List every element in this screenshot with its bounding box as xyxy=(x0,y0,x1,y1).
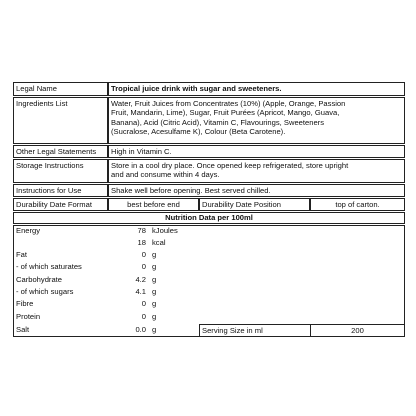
serving-size-value-cell xyxy=(310,324,405,337)
nutrient-row xyxy=(16,262,196,274)
storage-value-cell xyxy=(108,159,405,183)
nutrient-value: 0 xyxy=(141,262,146,271)
nutrient-unit: g xyxy=(152,299,157,308)
nutrition-title: Nutrition Data per 100ml xyxy=(165,213,253,222)
serving-size-label: Serving Size in ml xyxy=(202,326,263,335)
nutrient-value: 18 xyxy=(137,238,146,247)
nutrient-name: Protein xyxy=(16,312,41,321)
durability-format-label: Durability Date Format xyxy=(16,200,92,209)
legal-name-value: Tropical juice drink with sugar and sweeteners. xyxy=(111,84,282,93)
nutrient-value: 0 xyxy=(141,250,146,259)
ingredients-label-cell xyxy=(13,97,108,144)
legal-name-label-cell xyxy=(13,82,108,96)
product-spec-sheet xyxy=(13,82,405,337)
storage-line: Store in a cool dry place. Once opened keep refrigerated, store upright xyxy=(111,161,349,170)
ingredients-line: Fruit, Mandarin, Lime), Sugar, Fruit Purées (Apricot, Mango, Guava, xyxy=(111,108,340,118)
ingredients-label: Ingredients List xyxy=(16,99,68,108)
instructions-value-cell xyxy=(108,184,405,197)
nutrient-unit: g xyxy=(152,287,157,296)
nutrient-name: Salt xyxy=(16,325,30,334)
serving-size-label-cell xyxy=(199,324,311,337)
nutrient-unit: g xyxy=(152,262,157,271)
nutrient-row xyxy=(16,226,196,238)
serving-size-value: 200 xyxy=(351,326,364,335)
nutrient-unit: g xyxy=(152,325,157,334)
nutrient-value: 4.1 xyxy=(135,287,146,296)
legal-name-value-cell xyxy=(108,82,405,96)
durability-format-label-cell xyxy=(13,198,108,211)
ingredients-line: (Sucralose, Acesulfame K), Colour (Beta Carotene). xyxy=(111,126,286,136)
durability-position-value-cell xyxy=(310,198,405,211)
instructions-label: Instructions for Use xyxy=(16,186,82,195)
nutrient-row xyxy=(16,250,196,262)
durability-format-value: best before end xyxy=(127,200,180,209)
ingredients-line: Banana), Acid (Citric Acid), Vitamin C, Flavourings, Sweeteners xyxy=(111,117,324,127)
durability-position-value: top of carton. xyxy=(335,200,380,209)
nutrient-unit: g xyxy=(152,312,157,321)
ingredients-line: Water, Fruit Juices from Concentrates (10%) (Apple, Orange, Passion xyxy=(111,99,346,108)
nutrient-name: - of which saturates xyxy=(16,262,82,271)
nutrient-unit: g xyxy=(152,275,157,284)
other-legal-label-cell xyxy=(13,145,108,158)
instructions-value: Shake well before opening. Best served chilled. xyxy=(111,186,271,195)
nutrient-value: 0 xyxy=(141,312,146,321)
nutrient-row xyxy=(16,238,196,250)
nutrient-name: - of which sugars xyxy=(16,287,74,296)
nutrient-value: 0.0 xyxy=(135,325,146,334)
storage-label: Storage Instructions xyxy=(16,161,84,170)
nutrient-name: Fibre xyxy=(16,299,34,308)
nutrient-row xyxy=(16,299,196,311)
nutrition-table xyxy=(13,225,405,337)
nutrient-unit: g xyxy=(152,250,157,259)
nutrition-title-cell xyxy=(13,212,405,224)
durability-position-label: Durability Date Position xyxy=(202,200,281,209)
other-legal-value: High in Vitamin C. xyxy=(111,147,172,156)
nutrient-value: 0 xyxy=(141,299,146,308)
other-legal-value-cell xyxy=(108,145,405,158)
nutrient-row xyxy=(16,275,196,287)
nutrient-row xyxy=(16,312,196,324)
instructions-label-cell xyxy=(13,184,108,197)
durability-position-label-cell xyxy=(199,198,310,211)
nutrient-name: Fat xyxy=(16,250,27,259)
storage-line: and and consume within 4 days. xyxy=(111,170,220,180)
legal-name-label: Legal Name xyxy=(16,84,57,93)
nutrient-value: 4.2 xyxy=(135,275,146,284)
nutrient-unit: kcal xyxy=(152,238,166,247)
nutrient-name: Energy xyxy=(16,226,41,235)
nutrient-value: 78 xyxy=(137,226,146,235)
nutrient-row xyxy=(16,287,196,299)
nutrient-name: Carbohydrate xyxy=(16,275,63,284)
other-legal-label: Other Legal Statements xyxy=(16,147,97,156)
durability-format-value-cell xyxy=(108,198,199,211)
ingredients-value-cell xyxy=(108,97,405,144)
nutrient-row xyxy=(16,325,196,337)
storage-label-cell xyxy=(13,159,108,183)
nutrient-unit: kJoules xyxy=(152,226,178,235)
